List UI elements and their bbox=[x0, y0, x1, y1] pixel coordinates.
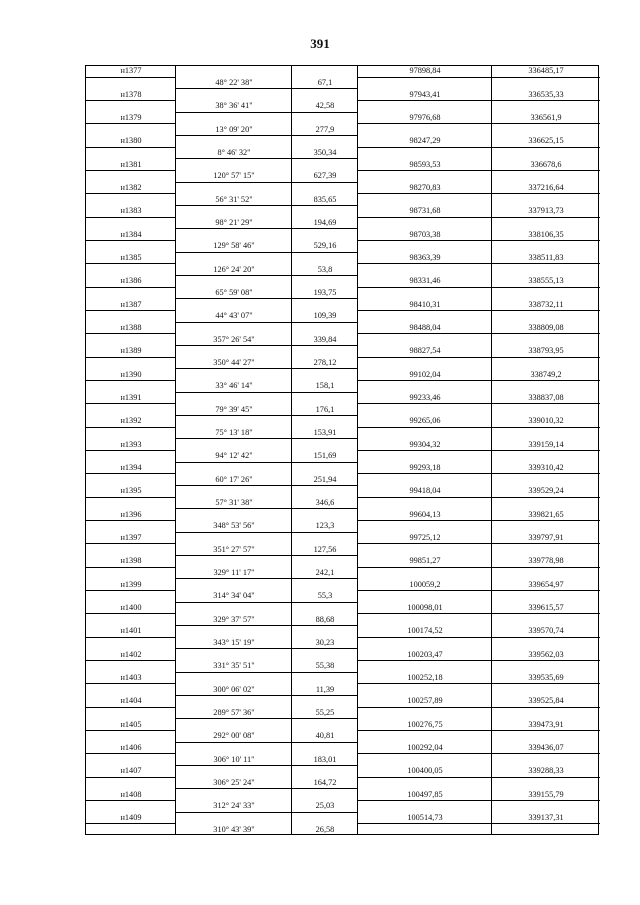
table-row-divider bbox=[358, 590, 600, 591]
point-name-cell: н1406 bbox=[120, 743, 142, 752]
bearing-angle-cell: 292° 00' 08" bbox=[213, 731, 255, 741]
bearing-angle-cell: 310° 43' 39" bbox=[213, 824, 255, 834]
point-name-cell: н1397 bbox=[120, 533, 142, 542]
segment-length-cell: 529,16 bbox=[313, 241, 337, 251]
table-row-divider bbox=[358, 777, 600, 778]
table-row-divider bbox=[86, 357, 176, 358]
x-coordinate-cell: 99304,32 bbox=[409, 439, 441, 449]
bearing-angle-cell: 44° 43' 07" bbox=[215, 311, 253, 321]
point-name-cell: н1384 bbox=[120, 229, 142, 239]
point-name-cell: н1407 bbox=[120, 766, 142, 776]
point-name-cell: н1409 bbox=[120, 813, 142, 822]
point-name-cell: н1380 bbox=[120, 136, 142, 146]
segment-length-cell: 25,03 bbox=[315, 801, 335, 811]
x-coordinate-cell: 99604,13 bbox=[409, 509, 441, 519]
segment-length-cell: 127,56 bbox=[313, 544, 337, 554]
table-row-divider bbox=[176, 718, 358, 719]
table-row-divider bbox=[176, 672, 358, 673]
x-coordinate-cell: 100400,05 bbox=[407, 766, 443, 776]
segment-length-cell: 11,39 bbox=[315, 684, 335, 694]
table-row-divider bbox=[86, 660, 176, 661]
x-coordinate-cell: 99102,04 bbox=[409, 369, 441, 379]
table-row-divider bbox=[86, 427, 176, 428]
table-row-divider bbox=[176, 182, 358, 183]
y-coordinate-cell: 339010,32 bbox=[528, 416, 564, 426]
bearing-angle-cell: 60° 17' 26" bbox=[215, 474, 253, 484]
y-coordinate-cell: 339159,14 bbox=[528, 439, 564, 449]
bearing-angle-cell: 350° 44' 27" bbox=[213, 358, 255, 367]
table-row-divider bbox=[176, 392, 358, 393]
table-row-divider bbox=[176, 648, 358, 649]
x-coordinate-cell: 100203,47 bbox=[407, 649, 443, 659]
table-row-divider bbox=[176, 625, 358, 626]
bearing-angle-cell: 57° 31' 38" bbox=[215, 498, 253, 507]
x-coordinate-cell: 100497,85 bbox=[407, 789, 443, 799]
y-coordinate-cell: 338732,11 bbox=[528, 299, 564, 309]
y-coordinate-cell: 338511,83 bbox=[528, 253, 564, 262]
segment-length-cell: 123,3 bbox=[315, 521, 335, 531]
y-coordinate-cell: 339310,42 bbox=[528, 463, 564, 472]
bearing-angle-cell: 314° 34' 04" bbox=[213, 591, 255, 601]
point-name-cell: н1404 bbox=[120, 696, 142, 706]
x-coordinate-cell: 97898,84 bbox=[409, 66, 441, 76]
segment-length-cell: 251,94 bbox=[313, 474, 337, 484]
y-coordinate-cell: 336678,6 bbox=[530, 159, 562, 169]
point-name-cell: н1385 bbox=[120, 253, 142, 262]
table-row-divider bbox=[358, 380, 600, 381]
bearing-angle-cell: 343° 15' 19" bbox=[213, 638, 255, 647]
x-coordinate-cell: 100514,73 bbox=[407, 813, 443, 822]
table-row-divider bbox=[176, 765, 358, 766]
x-coordinate-cell: 98731,68 bbox=[409, 206, 441, 216]
y-coordinate-cell: 336485,17 bbox=[528, 66, 564, 76]
table-row-divider bbox=[86, 380, 176, 381]
segment-length-cell: 339,84 bbox=[313, 334, 337, 344]
table-row-divider bbox=[86, 403, 176, 404]
segment-length-cell: 151,69 bbox=[313, 451, 337, 461]
page-number: 391 bbox=[310, 36, 330, 51]
table-row-divider bbox=[358, 147, 600, 148]
table-row-divider bbox=[86, 147, 176, 148]
table-row-divider bbox=[86, 473, 176, 474]
table-row-divider bbox=[358, 450, 600, 451]
y-coordinate-cell: 339821,65 bbox=[528, 509, 564, 519]
table-row-divider bbox=[86, 730, 176, 731]
table-row-divider bbox=[176, 578, 358, 579]
bearing-angle-cell: 329° 11' 17" bbox=[213, 568, 255, 577]
table-row-divider bbox=[86, 590, 176, 591]
bearing-angle-cell: 120° 57' 15" bbox=[213, 171, 255, 181]
y-coordinate-cell: 337913,73 bbox=[528, 206, 564, 216]
x-coordinate-cell: 99725,12 bbox=[409, 533, 441, 542]
table-row-divider bbox=[86, 170, 176, 171]
table-row-divider bbox=[86, 800, 176, 801]
bearing-angle-cell: 348° 53' 56" bbox=[213, 521, 255, 531]
y-coordinate-cell: 339473,91 bbox=[528, 719, 564, 729]
table-row-divider bbox=[358, 77, 600, 78]
x-coordinate-cell: 98247,29 bbox=[409, 136, 441, 146]
x-coordinate-cell: 99418,04 bbox=[409, 486, 441, 496]
segment-length-cell: 278,12 bbox=[313, 358, 337, 367]
coordinates-table bbox=[85, 65, 599, 835]
y-coordinate-cell: 338837,08 bbox=[528, 393, 564, 402]
table-row-divider bbox=[176, 368, 358, 369]
table-row-divider bbox=[176, 135, 358, 136]
bearing-angle-cell: 79° 39' 45" bbox=[215, 404, 253, 414]
x-coordinate-cell: 98827,54 bbox=[409, 346, 441, 356]
bearing-angle-cell: 306° 10' 11" bbox=[213, 754, 255, 764]
table-row-divider bbox=[358, 123, 600, 124]
bearing-angle-cell: 38° 36' 41" bbox=[215, 101, 253, 111]
y-coordinate-cell: 339654,97 bbox=[528, 579, 564, 589]
table-row-divider bbox=[358, 660, 600, 661]
y-coordinate-cell: 339436,07 bbox=[528, 743, 564, 752]
point-name-cell: н1394 bbox=[120, 463, 142, 472]
y-coordinate-cell: 339535,69 bbox=[528, 673, 564, 682]
bearing-angle-cell: 357° 26' 54" bbox=[213, 334, 255, 344]
segment-length-cell: 350,34 bbox=[313, 148, 337, 157]
table-row-divider bbox=[176, 508, 358, 509]
table-row-divider bbox=[176, 298, 358, 299]
segment-length-cell: 153,91 bbox=[313, 428, 337, 437]
segment-length-cell: 346,6 bbox=[315, 498, 335, 507]
x-coordinate-cell: 100174,52 bbox=[407, 626, 443, 636]
point-name-cell: н1383 bbox=[120, 206, 142, 216]
table-row-divider bbox=[86, 240, 176, 241]
table-row-divider bbox=[86, 100, 176, 101]
bearing-angle-cell: 48° 22' 38" bbox=[215, 78, 253, 87]
x-coordinate-cell: 98410,31 bbox=[409, 299, 441, 309]
table-row-divider bbox=[176, 275, 358, 276]
table-row-divider bbox=[176, 532, 358, 533]
bearing-angle-cell: 289° 57' 36" bbox=[213, 708, 255, 717]
table-row-divider bbox=[86, 310, 176, 311]
table-row-divider bbox=[176, 88, 358, 89]
point-name-cell: н1390 bbox=[120, 369, 142, 379]
point-name-cell: н1381 bbox=[120, 159, 142, 169]
table-row-divider bbox=[176, 602, 358, 603]
point-name-cell: н1395 bbox=[120, 486, 142, 496]
point-name-cell: н1408 bbox=[120, 789, 142, 799]
point-name-cell: н1396 bbox=[120, 509, 142, 519]
table-row-divider bbox=[86, 520, 176, 521]
table-row-divider bbox=[176, 345, 358, 346]
bearing-angle-cell: 329° 37' 57" bbox=[213, 614, 255, 624]
table-row-divider bbox=[358, 800, 600, 801]
x-coordinate-cell: 98270,83 bbox=[409, 183, 441, 192]
bearing-angle-cell: 56° 31' 52" bbox=[215, 194, 253, 204]
x-coordinate-cell: 98703,38 bbox=[409, 229, 441, 239]
y-coordinate-cell: 336535,33 bbox=[528, 89, 564, 99]
bearing-angle-cell: 94° 12' 42" bbox=[215, 451, 253, 461]
bearing-angle-cell: 75° 13' 18" bbox=[215, 428, 253, 437]
table-row-divider bbox=[86, 567, 176, 568]
y-coordinate-cell: 339529,24 bbox=[528, 486, 564, 496]
table-row-divider bbox=[176, 438, 358, 439]
table-row-divider bbox=[86, 193, 176, 194]
y-coordinate-cell: 339525,84 bbox=[528, 696, 564, 706]
segment-length-cell: 183,01 bbox=[313, 754, 337, 764]
point-name-cell: н1401 bbox=[120, 626, 142, 636]
table-row-divider bbox=[358, 100, 600, 101]
point-name-cell: н1387 bbox=[120, 299, 142, 309]
table-row-divider bbox=[358, 217, 600, 218]
x-coordinate-cell: 99233,46 bbox=[409, 393, 441, 402]
bearing-angle-cell: 306° 25' 24" bbox=[213, 778, 255, 787]
bearing-angle-cell: 33° 46' 14" bbox=[215, 381, 253, 391]
y-coordinate-cell: 338793,95 bbox=[528, 346, 564, 356]
table-row-divider bbox=[86, 497, 176, 498]
table-row-divider bbox=[176, 158, 358, 159]
table-row-divider bbox=[358, 613, 600, 614]
table-row-divider bbox=[86, 77, 176, 78]
table-row-divider bbox=[86, 123, 176, 124]
table-row-divider bbox=[358, 567, 600, 568]
table-row-divider bbox=[176, 812, 358, 813]
point-name-cell: н1400 bbox=[120, 603, 142, 612]
point-name-cell: н1403 bbox=[120, 673, 142, 682]
table-row-divider bbox=[86, 543, 176, 544]
y-coordinate-cell: 339288,33 bbox=[528, 766, 564, 776]
table-row-divider bbox=[86, 287, 176, 288]
bearing-angle-cell: 98° 21' 29" bbox=[215, 218, 253, 227]
x-coordinate-cell: 100257,89 bbox=[407, 696, 443, 706]
segment-length-cell: 835,65 bbox=[313, 194, 337, 204]
segment-length-cell: 242,1 bbox=[315, 568, 335, 577]
x-coordinate-cell: 99851,27 bbox=[409, 556, 441, 566]
table-row-divider bbox=[358, 473, 600, 474]
y-coordinate-cell: 339778,98 bbox=[528, 556, 564, 566]
x-coordinate-cell: 100276,75 bbox=[407, 719, 443, 729]
segment-length-cell: 55,38 bbox=[315, 661, 335, 671]
table-row-divider bbox=[358, 287, 600, 288]
segment-length-cell: 194,69 bbox=[313, 218, 337, 227]
x-coordinate-cell: 100059,2 bbox=[409, 579, 441, 589]
point-name-cell: н1393 bbox=[120, 439, 142, 449]
x-coordinate-cell: 98331,46 bbox=[409, 276, 441, 286]
point-name-cell: н1386 bbox=[120, 276, 142, 286]
point-name-cell: н1379 bbox=[120, 113, 142, 122]
y-coordinate-cell: 338555,13 bbox=[528, 276, 564, 286]
table-row-divider bbox=[176, 228, 358, 229]
x-coordinate-cell: 99293,18 bbox=[409, 463, 441, 472]
segment-length-cell: 176,1 bbox=[315, 404, 335, 414]
table-row-divider bbox=[358, 427, 600, 428]
segment-length-cell: 158,1 bbox=[315, 381, 335, 391]
bearing-angle-cell: 8° 46' 32" bbox=[217, 148, 251, 157]
table-row-divider bbox=[176, 555, 358, 556]
segment-length-cell: 88,68 bbox=[315, 614, 335, 624]
table-row-divider bbox=[86, 637, 176, 638]
point-name-cell: н1382 bbox=[120, 183, 142, 192]
x-coordinate-cell: 100252,18 bbox=[407, 673, 443, 682]
y-coordinate-cell: 339615,57 bbox=[528, 603, 564, 612]
table-row-divider bbox=[86, 333, 176, 334]
segment-length-cell: 40,81 bbox=[315, 731, 335, 741]
segment-length-cell: 55,25 bbox=[315, 708, 335, 717]
segment-length-cell: 109,39 bbox=[313, 311, 337, 321]
table-row-divider bbox=[176, 485, 358, 486]
table-row-divider bbox=[176, 788, 358, 789]
table-row-divider bbox=[176, 205, 358, 206]
table-row-divider bbox=[358, 637, 600, 638]
y-coordinate-cell: 338106,35 bbox=[528, 229, 564, 239]
table-row-divider bbox=[358, 707, 600, 708]
segment-length-cell: 627,39 bbox=[313, 171, 337, 181]
point-name-cell: н1392 bbox=[120, 416, 142, 426]
table-row-divider bbox=[358, 683, 600, 684]
segment-length-cell: 26,58 bbox=[315, 824, 335, 834]
point-name-cell: н1405 bbox=[120, 719, 142, 729]
point-name-cell: н1377 bbox=[120, 66, 142, 76]
table-row-divider bbox=[358, 333, 600, 334]
table-row-divider bbox=[176, 695, 358, 696]
y-coordinate-cell: 339797,91 bbox=[528, 533, 564, 542]
x-coordinate-cell: 98488,04 bbox=[409, 323, 441, 332]
segment-length-cell: 193,75 bbox=[313, 288, 337, 297]
x-coordinate-cell: 100292,04 bbox=[407, 743, 443, 752]
table-row-divider bbox=[176, 322, 358, 323]
table-row-divider bbox=[86, 683, 176, 684]
bearing-angle-cell: 129° 58' 46" bbox=[213, 241, 255, 251]
table-row-divider bbox=[86, 777, 176, 778]
segment-length-cell: 277,9 bbox=[315, 124, 335, 134]
table-row-divider bbox=[358, 170, 600, 171]
point-name-cell: н1399 bbox=[120, 579, 142, 589]
x-coordinate-cell: 98363,39 bbox=[409, 253, 441, 262]
table-row-divider bbox=[176, 252, 358, 253]
table-row-divider bbox=[358, 263, 600, 264]
y-coordinate-cell: 339155,79 bbox=[528, 789, 564, 799]
table-row-divider bbox=[358, 520, 600, 521]
point-name-cell: н1389 bbox=[120, 346, 142, 356]
table-row-divider bbox=[358, 403, 600, 404]
x-coordinate-cell: 97943,41 bbox=[409, 89, 441, 99]
table-row-divider bbox=[358, 193, 600, 194]
point-name-cell: н1391 bbox=[120, 393, 142, 402]
table-row-divider bbox=[176, 112, 358, 113]
table-row-divider bbox=[86, 263, 176, 264]
segment-length-cell: 53,8 bbox=[317, 264, 333, 274]
bearing-angle-cell: 300° 06' 02" bbox=[213, 684, 255, 694]
segment-length-cell: 67,1 bbox=[317, 78, 333, 87]
bearing-angle-cell: 351° 27' 57" bbox=[213, 544, 255, 554]
y-coordinate-cell: 337216,64 bbox=[528, 183, 564, 192]
y-coordinate-cell: 336561,9 bbox=[530, 113, 562, 122]
bearing-angle-cell: 65° 59' 08" bbox=[215, 288, 253, 297]
table-row-divider bbox=[176, 462, 358, 463]
y-coordinate-cell: 338809,08 bbox=[528, 323, 564, 332]
y-coordinate-cell: 336625,15 bbox=[528, 136, 564, 146]
table-row-divider bbox=[358, 240, 600, 241]
segment-length-cell: 55,3 bbox=[317, 591, 333, 601]
table-row-divider bbox=[358, 310, 600, 311]
table-row-divider bbox=[358, 730, 600, 731]
x-coordinate-cell: 98593,53 bbox=[409, 159, 441, 169]
x-coordinate-cell: 97976,68 bbox=[409, 113, 441, 122]
table-row-divider bbox=[358, 753, 600, 754]
bearing-angle-cell: 126° 24' 20" bbox=[213, 264, 255, 274]
y-coordinate-cell: 338749,2 bbox=[530, 369, 562, 379]
point-name-cell: н1402 bbox=[120, 649, 142, 659]
point-name-cell: н1388 bbox=[120, 323, 142, 332]
bearing-angle-cell: 331° 35' 51" bbox=[213, 661, 255, 671]
table-row-divider bbox=[86, 753, 176, 754]
table-row-divider bbox=[176, 742, 358, 743]
bearing-angle-cell: 13° 09' 20" bbox=[215, 124, 253, 134]
y-coordinate-cell: 339137,31 bbox=[528, 813, 564, 822]
point-name-cell: н1378 bbox=[120, 89, 142, 99]
bearing-angle-cell: 312° 24' 33" bbox=[213, 801, 255, 811]
y-coordinate-cell: 339562,03 bbox=[528, 649, 564, 659]
table-row-divider bbox=[86, 450, 176, 451]
point-name-cell: н1398 bbox=[120, 556, 142, 566]
segment-length-cell: 30,23 bbox=[315, 638, 335, 647]
table-row-divider bbox=[358, 823, 600, 824]
table-row-divider bbox=[86, 823, 176, 824]
y-coordinate-cell: 339570,74 bbox=[528, 626, 564, 636]
table-row-divider bbox=[358, 543, 600, 544]
table-row-divider bbox=[86, 217, 176, 218]
segment-length-cell: 164,72 bbox=[313, 778, 337, 787]
table-row-divider bbox=[86, 707, 176, 708]
x-coordinate-cell: 99265,06 bbox=[409, 416, 441, 426]
table-row-divider bbox=[358, 497, 600, 498]
x-coordinate-cell: 100098,01 bbox=[407, 603, 443, 612]
table-row-divider bbox=[358, 357, 600, 358]
table-row-divider bbox=[176, 415, 358, 416]
table-row-divider bbox=[86, 613, 176, 614]
segment-length-cell: 42,58 bbox=[315, 101, 335, 111]
